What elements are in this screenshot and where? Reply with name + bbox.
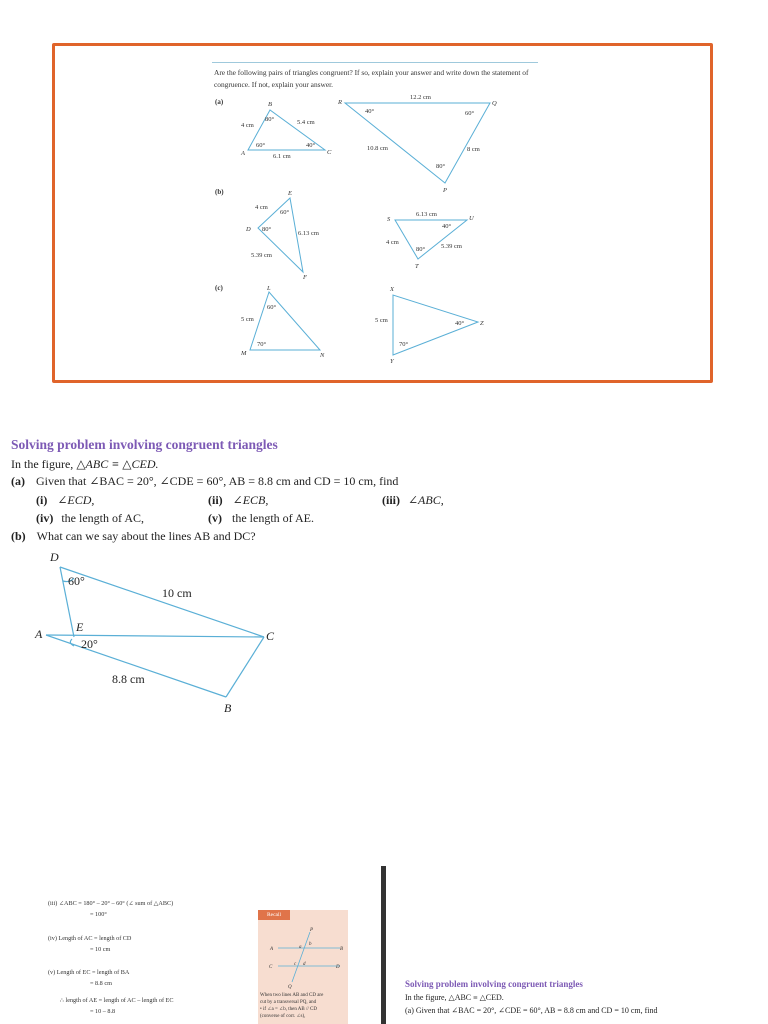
point-c: C xyxy=(266,629,275,643)
side-ab-label: 8.8 cm xyxy=(112,672,145,686)
item-v-num: (v) xyxy=(208,511,222,525)
angle-m: 70° xyxy=(257,341,267,348)
vertex-b: B xyxy=(268,101,272,108)
recall-diagram xyxy=(262,924,346,990)
angle-d-label: 60° xyxy=(68,574,85,588)
recall-text xyxy=(260,992,323,1020)
vertex-a: A xyxy=(241,150,245,157)
item-iii-num: (iii) xyxy=(382,493,400,507)
item-i xyxy=(36,493,94,508)
recall-q: Q xyxy=(288,985,292,990)
part-c-label: (c) xyxy=(215,284,223,292)
side-de: 4 cm xyxy=(255,204,268,211)
recall-tab: Recall xyxy=(258,910,290,920)
recall-text-2: cut by a transversal PQ, and xyxy=(260,1000,317,1005)
angle-u: 40° xyxy=(442,223,452,230)
vertex-x: X xyxy=(390,286,394,293)
recall-text-3: • if ∠a = ∠b, then AB // CD xyxy=(260,1007,317,1012)
solution-iv-1: (iv) Length of AC = length of CD xyxy=(48,935,132,942)
item-i-text: ∠ECD, xyxy=(57,493,95,507)
line-bc xyxy=(226,637,264,697)
mini-title: Solving problem involving congruent triangles xyxy=(405,979,583,989)
side-rp: 10.8 cm xyxy=(367,145,388,152)
triangle-sut xyxy=(395,220,467,259)
solution-v-4: = 10 – 8.8 xyxy=(90,1008,116,1015)
intro-math: △ABC ≡ △CED. xyxy=(76,457,159,471)
recall-d: D xyxy=(336,965,340,970)
solution-iii-1: (iii) ∠ABC = 180° – 20° – 60° (∠ sum of △ABC) xyxy=(48,900,174,907)
side-ut: 5.39 cm xyxy=(441,243,462,250)
vertex-t: T xyxy=(415,263,419,270)
item-iii-text: ∠ABC, xyxy=(408,493,444,507)
vertex-l: L xyxy=(267,285,271,292)
item-iii xyxy=(382,493,444,508)
side-st: 4 cm xyxy=(386,239,399,246)
item-i-num: (i) xyxy=(36,493,48,507)
angle-c: 40° xyxy=(306,142,316,149)
mini-line-1: In the figure, △ABC ≡ △CED. xyxy=(405,993,504,1002)
solution-v-3: ∴ length of AE = length of AC – length of EC xyxy=(60,997,174,1004)
part-b-line xyxy=(11,529,256,544)
side-xy: 5 cm xyxy=(375,317,388,324)
part-a-num: (a) xyxy=(11,474,25,488)
recall-text-1: When two lines AB and CD are xyxy=(260,993,324,998)
point-e: E xyxy=(76,620,84,634)
part-a-label: (a) xyxy=(215,98,224,106)
side-qp: 8 cm xyxy=(467,146,480,153)
side-dc-label: 10 cm xyxy=(162,586,192,600)
angle-r: 40° xyxy=(365,108,375,115)
vertex-p: P xyxy=(443,187,447,194)
item-ii-num: (ii) xyxy=(208,493,223,507)
angle-z: 40° xyxy=(455,320,465,327)
recall-c: C xyxy=(269,965,273,970)
point-a: A xyxy=(35,627,43,641)
vertex-r: R xyxy=(338,99,342,106)
recall-p: P xyxy=(310,928,314,933)
vertex-q: Q xyxy=(492,100,497,107)
example-figure xyxy=(0,545,300,720)
vertex-m: M xyxy=(241,350,247,357)
vertex-u: U xyxy=(469,215,474,222)
item-v-text: the length of AE. xyxy=(232,511,314,525)
item-iv-num: (iv) xyxy=(36,511,54,525)
vertex-f: F xyxy=(303,274,307,281)
question-text: Are the following pairs of triangles congruent? If so, explain your answer and write down the statement of congruence. If not, explain your answer. xyxy=(214,68,529,89)
angle-p: 80° xyxy=(436,163,446,170)
side-ac: 6.1 cm xyxy=(273,153,291,160)
solution-iii-2: = 100° xyxy=(90,911,107,918)
line-ac xyxy=(46,635,264,637)
vertex-e: E xyxy=(288,190,292,197)
vertex-y: Y xyxy=(390,358,394,365)
vertex-z: Z xyxy=(480,320,484,327)
side-ef: 6.13 cm xyxy=(298,230,319,237)
recall-angle-d: d xyxy=(303,962,306,967)
angle-a: 60° xyxy=(256,142,266,149)
exercise-figures xyxy=(0,0,768,400)
solution-iv-2: = 10 cm xyxy=(90,946,111,953)
angle-e: 60° xyxy=(280,209,290,216)
point-b: B xyxy=(224,701,232,715)
intro-text: In the figure, xyxy=(11,457,77,471)
side-df: 5.39 cm xyxy=(251,252,272,259)
side-bc: 5.4 cm xyxy=(297,119,315,126)
side-ab: 4 cm xyxy=(241,122,254,129)
example-title: Solving problem involving congruent triangles xyxy=(11,437,278,452)
angle-l: 60° xyxy=(267,304,277,311)
page-divider xyxy=(381,866,386,1024)
item-iv xyxy=(36,511,144,526)
vertex-n: N xyxy=(320,352,325,359)
item-ii-text: ∠ECB, xyxy=(232,493,269,507)
recall-angle-b: b xyxy=(309,942,312,947)
side-su: 6.13 cm xyxy=(416,211,437,218)
vertex-s: S xyxy=(387,216,391,223)
mini-line-2: (a) Given that ∠BAC = 20°, ∠CDE = 60°, AB = 8.8 cm and CD = 10 cm, find xyxy=(405,1006,658,1015)
line-ab xyxy=(46,635,226,697)
side-lm: 5 cm xyxy=(241,316,254,323)
item-iv-text: the length of AC, xyxy=(61,511,144,525)
side-rq: 12.2 cm xyxy=(410,94,431,101)
angle-y: 70° xyxy=(399,341,409,348)
part-b-text: What can we say about the lines AB and DC? xyxy=(36,529,256,543)
vertex-c: C xyxy=(327,149,332,156)
line-dc xyxy=(60,567,264,637)
recall-text-4: (converse of corr. ∠s), xyxy=(260,1014,306,1019)
item-v xyxy=(208,511,314,526)
example-intro xyxy=(11,457,159,472)
angle-b: 80° xyxy=(265,116,275,123)
recall-angle-c: c xyxy=(294,962,297,967)
angle-e-label: 20° xyxy=(81,637,98,651)
part-b-num: (b) xyxy=(11,529,26,543)
recall-angle-a: a xyxy=(299,945,302,950)
angle-t: 80° xyxy=(416,246,426,253)
recall-a: A xyxy=(270,947,274,952)
angle-d: 80° xyxy=(262,226,272,233)
solution-v-1: (v) Length of EC = length of BA xyxy=(48,969,130,976)
solution-v-2: = 8.8 cm xyxy=(90,980,112,987)
vertex-d: D xyxy=(246,226,251,233)
recall-b: B xyxy=(340,947,344,952)
part-a-line xyxy=(11,474,398,489)
part-b-label: (b) xyxy=(215,188,224,196)
recall-transversal xyxy=(292,932,310,982)
angle-q: 60° xyxy=(465,110,475,117)
item-ii xyxy=(208,493,268,508)
part-a-text: Given that ∠BAC = 20°, ∠CDE = 60°, AB = 8.8 cm and CD = 10 cm, find xyxy=(36,474,399,488)
point-d: D xyxy=(50,550,59,564)
